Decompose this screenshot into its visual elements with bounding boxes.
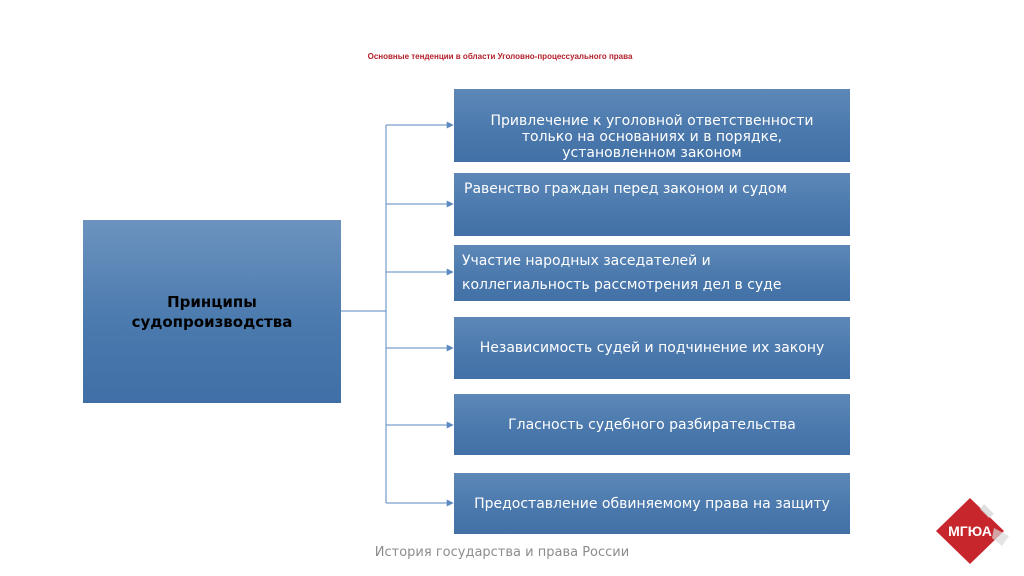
principle-box-2 xyxy=(454,173,850,236)
principle-label-1: Привлечение к уголовной ответственности только на основаниях и в порядке, установленном законом xyxy=(490,113,814,161)
principle-box-6 xyxy=(454,473,850,534)
page-title: Основные тенденции в области Уголовно-процессуального права xyxy=(367,52,633,61)
footer-text: История государства и права России xyxy=(374,545,630,560)
principle-label-4: Независимость судей и подчинение их закону xyxy=(479,340,825,356)
logo-text: МГЮА xyxy=(948,523,992,539)
principle-box-4 xyxy=(454,317,850,379)
principle-box-5 xyxy=(454,394,850,455)
principle-label-6: Предоставление обвиняемому права на защиту xyxy=(474,495,830,512)
principle-label-5: Гласность судебного разбирательства xyxy=(508,416,796,433)
principle-label-2: Равенство граждан перед законом и судом xyxy=(464,181,787,197)
principle-label-3: Участие народных заседателей и коллегиальность рассмотрения дел в суде xyxy=(462,253,782,293)
principle-box-3 xyxy=(454,245,850,301)
mgyua-logo xyxy=(934,498,1012,568)
root-node xyxy=(83,220,341,403)
root-node-label: Принципы судопроизводства xyxy=(131,292,293,331)
principle-box-1 xyxy=(454,89,850,162)
